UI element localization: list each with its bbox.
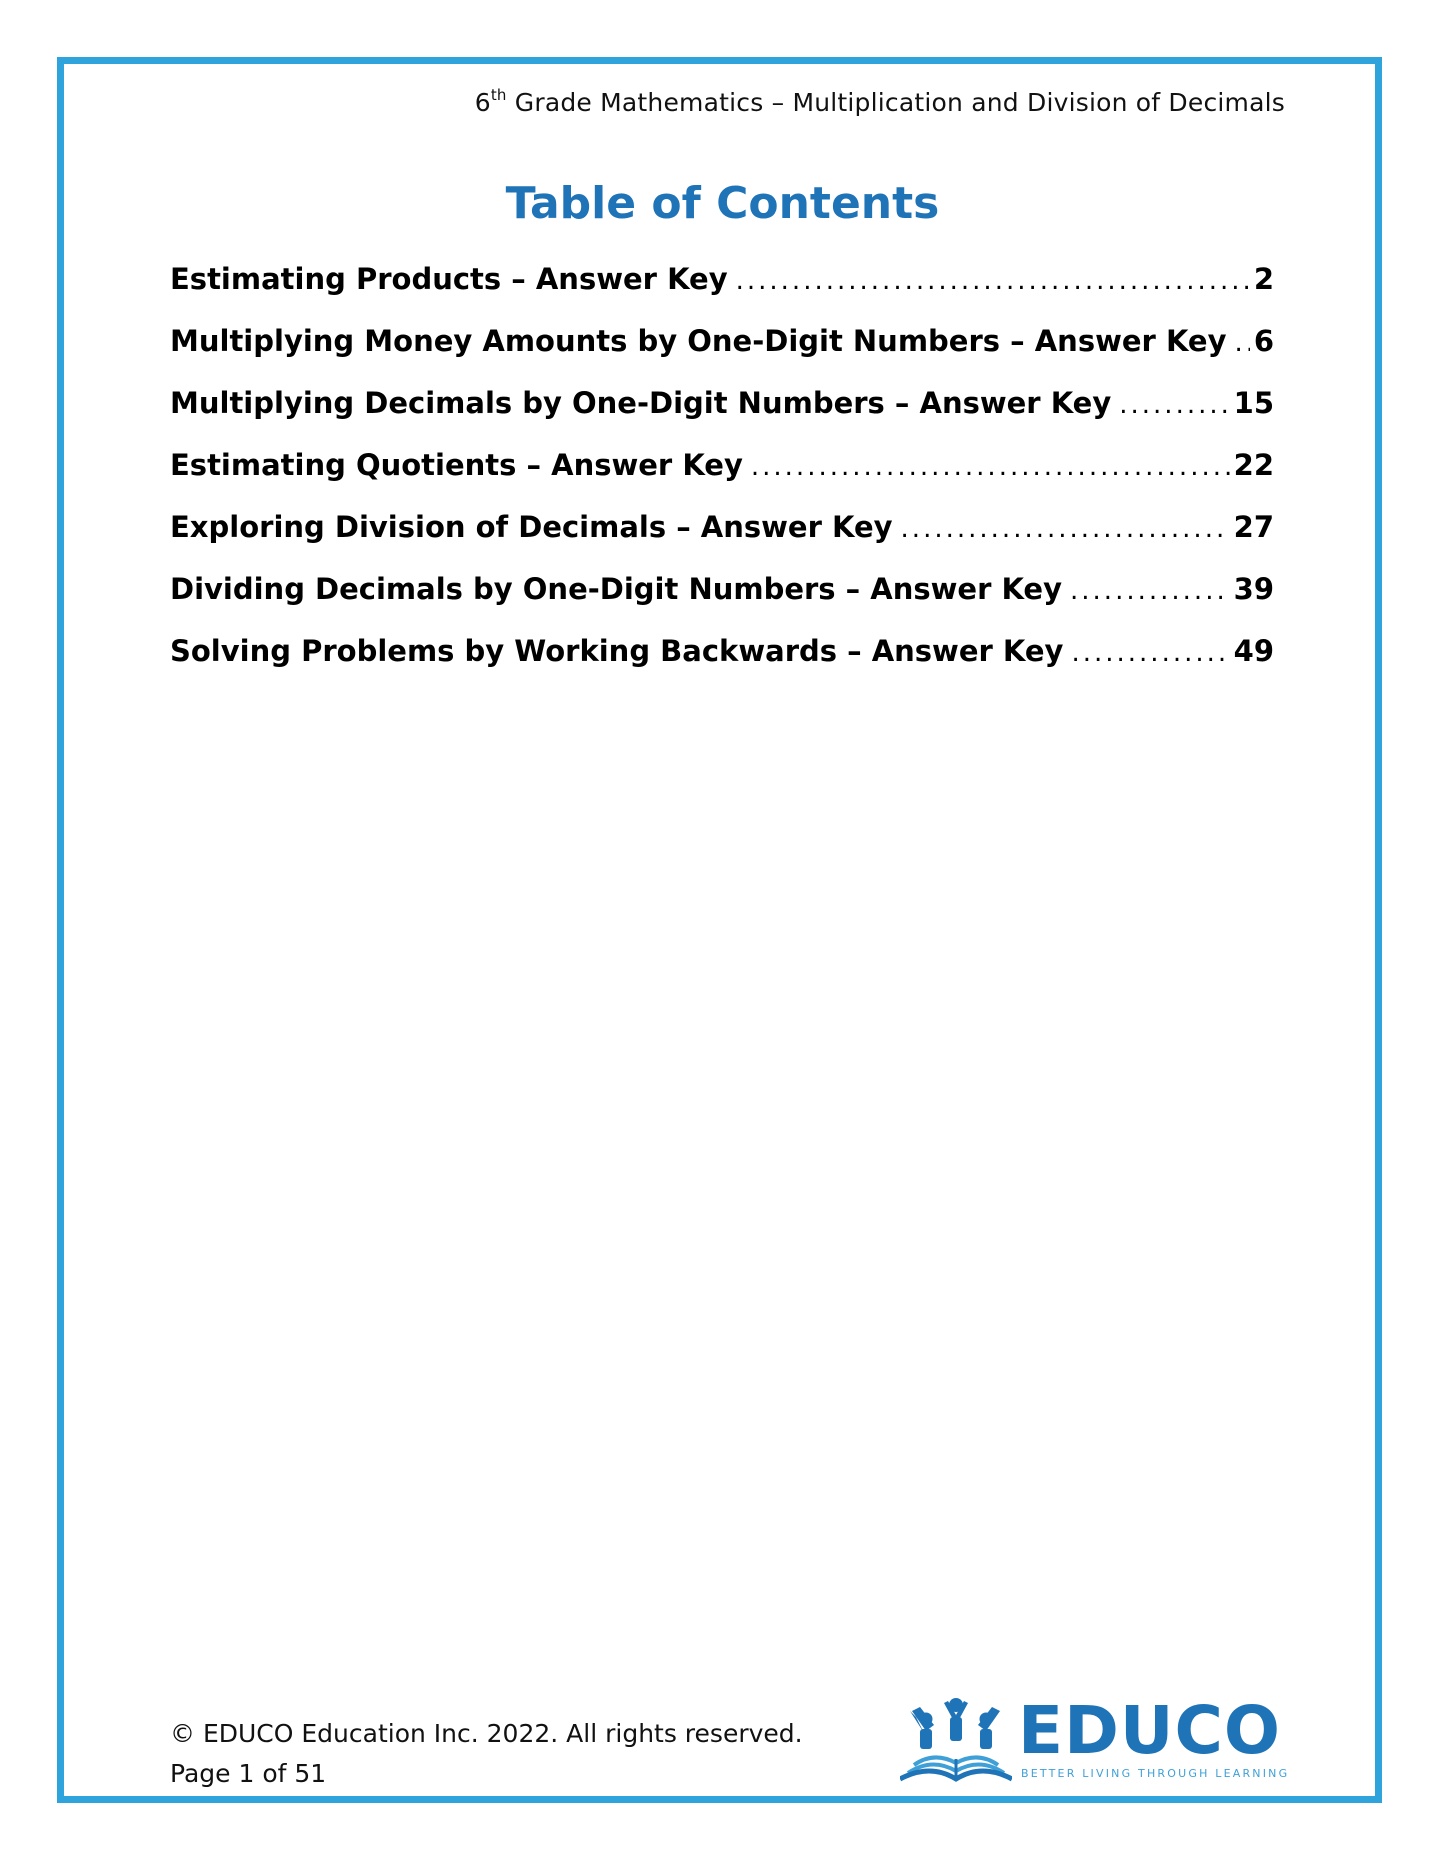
page-number: Page 1 of 51 <box>170 1759 327 1788</box>
header-subject: Grade Mathematics – Multiplication and Division of Decimals <box>506 88 1285 117</box>
dot-leader <box>736 266 1250 296</box>
dot-leader <box>751 452 1230 482</box>
logo-tagline: BETTER LIVING THROUGH LEARNING <box>1021 1767 1290 1780</box>
dot-leader <box>901 514 1230 544</box>
toc-entry-label: Estimating Products – Answer Key <box>170 262 728 296</box>
logo-wordmark: EDUCO <box>1018 1692 1282 1769</box>
document-header <box>475 88 1285 117</box>
copyright-notice: © EDUCO Education Inc. 2022. All rights reserved. <box>170 1719 803 1748</box>
toc-entry-page: 22 <box>1233 448 1274 482</box>
dot-leader <box>1071 638 1229 668</box>
toc-entry-page: 6 <box>1253 324 1274 358</box>
toc-entry-label: Estimating Quotients – Answer Key <box>170 448 743 482</box>
page-footer <box>170 1714 803 1794</box>
educo-logo <box>900 1692 1290 1789</box>
toc-entry[interactable] <box>170 448 1274 510</box>
dot-leader <box>1070 576 1230 606</box>
toc-entry-page: 49 <box>1233 634 1274 668</box>
toc-entry-page: 15 <box>1233 386 1274 420</box>
page-title: Table of Contents <box>505 178 940 229</box>
toc-entry-page: 27 <box>1233 510 1274 544</box>
toc-entry-label: Solving Problems by Working Backwards – Answer Key <box>170 634 1064 668</box>
toc-entry[interactable] <box>170 324 1274 386</box>
toc-entry[interactable] <box>170 510 1274 572</box>
toc-entry[interactable] <box>170 634 1274 696</box>
toc-entry-page: 39 <box>1233 572 1274 606</box>
toc-entry[interactable] <box>170 262 1274 324</box>
toc-entry-page: 2 <box>1253 262 1274 296</box>
toc-entry-label: Multiplying Money Amounts by One-Digit Numbers – Answer Key <box>170 324 1227 358</box>
table-of-contents <box>170 262 1274 696</box>
grade-number: 6 <box>474 88 491 117</box>
dot-leader <box>1234 328 1249 358</box>
grade-suffix: th <box>490 86 507 104</box>
toc-entry[interactable] <box>170 572 1274 634</box>
toc-entry-label: Exploring Division of Decimals – Answer Key <box>170 510 893 544</box>
people-book-logo-icon <box>900 1695 1012 1785</box>
toc-entry-label: Dividing Decimals by One-Digit Numbers – Answer Key <box>170 572 1063 606</box>
dot-leader <box>1119 390 1229 420</box>
toc-entry-label: Multiplying Decimals by One-Digit Numbers – Answer Key <box>170 386 1112 420</box>
toc-entry[interactable] <box>170 386 1274 448</box>
